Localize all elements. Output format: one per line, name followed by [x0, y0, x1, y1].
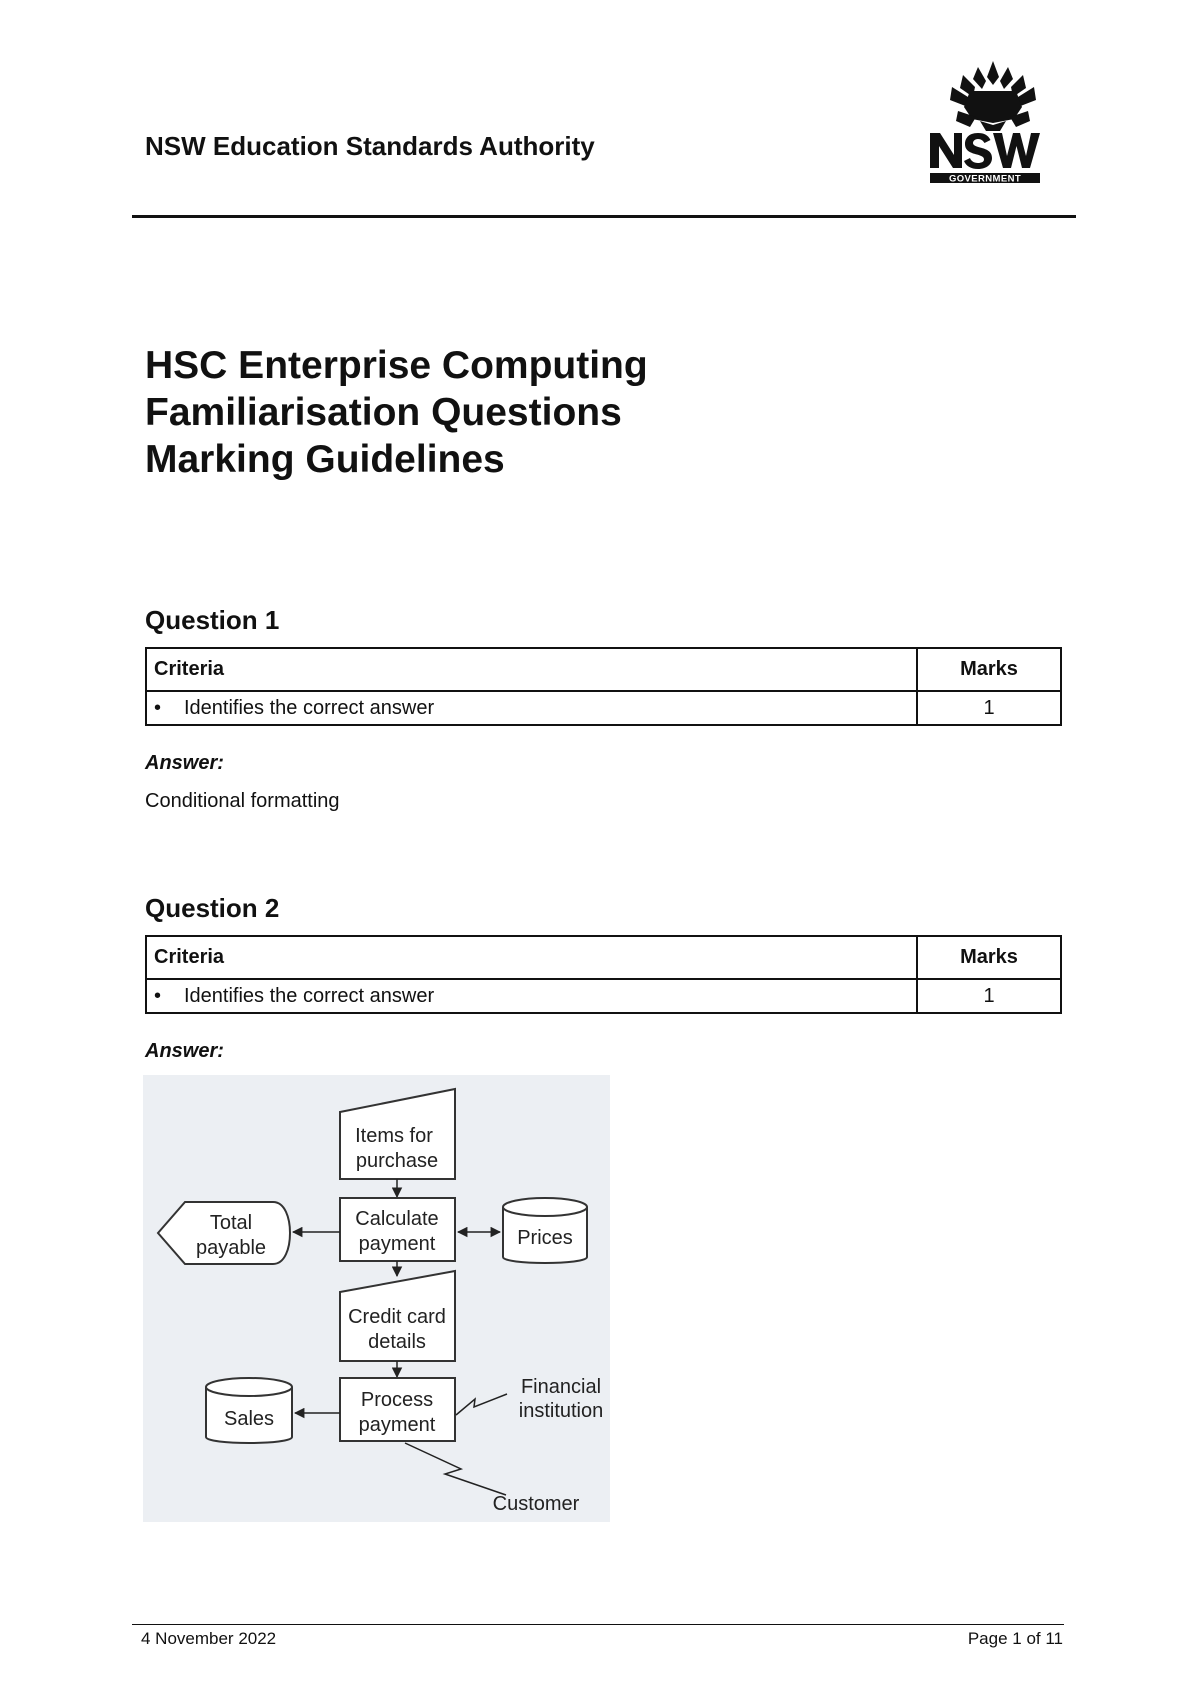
- credit-card-line2: details: [368, 1331, 426, 1353]
- prices-label: Prices: [517, 1227, 573, 1249]
- bullet: •: [154, 984, 162, 1007]
- question-1-criteria-table: [145, 647, 1062, 726]
- header-divider: [132, 215, 1076, 218]
- total-payable-line1: Total: [209, 1212, 253, 1234]
- customer-label: Customer: [492, 1493, 580, 1515]
- document-title: [145, 342, 648, 483]
- question-1-heading: Question 1: [145, 605, 280, 635]
- question-2-criteria-table: [145, 935, 1062, 1014]
- criteria-header: Criteria: [146, 648, 917, 691]
- total-payable-line2: payable: [195, 1237, 267, 1259]
- table-row: [146, 691, 1061, 725]
- criteria-header: Criteria: [146, 936, 917, 979]
- prices-cylinder-top: [503, 1198, 587, 1216]
- footer-date: 4 November 2022: [141, 1629, 277, 1648]
- credit-card-line1: Credit card: [348, 1306, 446, 1328]
- calculate-payment-line1: Calculate: [355, 1208, 439, 1230]
- criterion-text: Identifies the correct answer: [184, 984, 435, 1007]
- question-1-answer-label: Answer:: [145, 752, 224, 774]
- table-row: [146, 979, 1061, 1013]
- calculate-payment-line2: payment: [358, 1233, 436, 1255]
- items-for-purchase-line1: Items for: [355, 1125, 433, 1147]
- marks-cell: 1: [917, 979, 1061, 1013]
- organisation-name: NSW Education Standards Authority: [145, 131, 595, 161]
- criterion-cell: [146, 979, 917, 1013]
- table-header-row: [146, 648, 1061, 691]
- table-header-row: [146, 936, 1061, 979]
- financial-institution-line2: institution: [518, 1400, 604, 1422]
- footer-divider: [132, 1624, 1064, 1625]
- question-1-answer-text: Conditional formatting: [145, 790, 340, 812]
- items-for-purchase-line2: purchase: [355, 1150, 439, 1172]
- process-payment-line2: payment: [358, 1414, 436, 1436]
- criterion-text: Identifies the correct answer: [184, 696, 435, 719]
- title-line-2: Familiarisation Questions: [145, 391, 622, 434]
- marks-header: Marks: [917, 936, 1061, 979]
- logo-government-text: GOVERNMENT: [948, 173, 1022, 185]
- sales-cylinder-top: [206, 1378, 292, 1396]
- title-line-3: Marking Guidelines: [145, 438, 505, 481]
- question-2-heading: Question 2: [145, 893, 280, 923]
- footer-page-number: Page 1 of 11: [967, 1629, 1063, 1648]
- title-line-1: HSC Enterprise Computing: [145, 344, 648, 387]
- nsw-government-logo: [930, 55, 1056, 187]
- sales-label: Sales: [223, 1408, 275, 1430]
- process-payment-line1: Process: [360, 1389, 434, 1411]
- financial-institution-line1: Financial: [520, 1376, 602, 1398]
- question-2-answer-label: Answer:: [145, 1040, 224, 1062]
- data-flow-diagram: [143, 1075, 610, 1522]
- nsw-waratah-logo-icon: [930, 55, 1056, 187]
- criterion-cell: [146, 691, 917, 725]
- marks-header: Marks: [917, 648, 1061, 691]
- marks-cell: 1: [917, 691, 1061, 725]
- bullet: •: [154, 696, 162, 719]
